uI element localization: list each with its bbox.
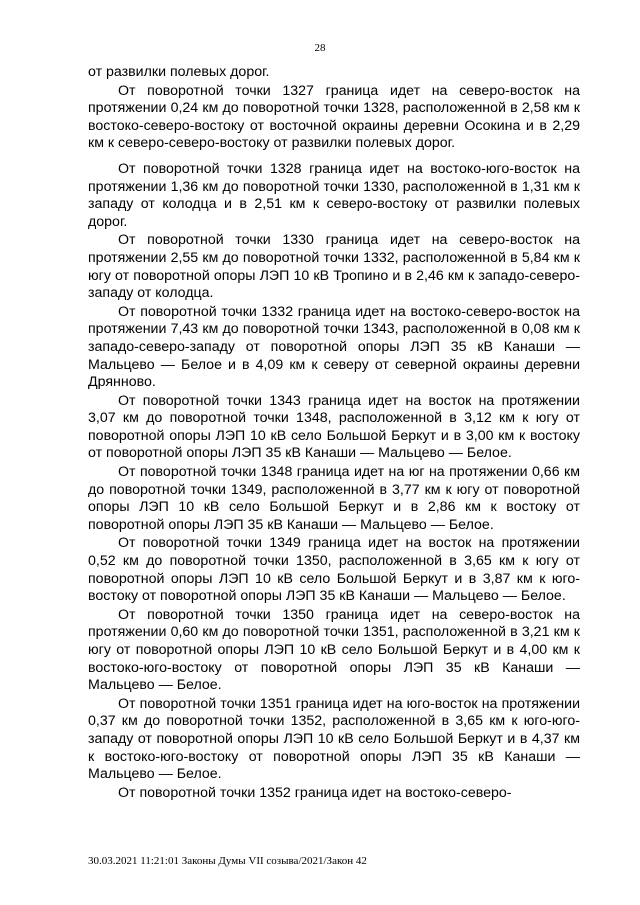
paragraph: От поворотной точки 1352 граница идет на востоко-северо- xyxy=(118,784,512,801)
paragraph: От поворотной точки 1328 граница идет на востоко-юго-восток на протяжении 1,36 км до поворотной точки 1330, расположенной в 1,31 км к западу от колодца и в 2,51 км к северо-востоку от развилки полевых дорог. xyxy=(88,160,580,230)
paragraph: От поворотной точки 1327 граница идет на северо-восток на протяжении 0,24 км до поворотной точки 1328, расположенной в 2,58 км к востоко-северо-востоку от восточной окраины деревни Осокина и в 2,29 км к северо-северо-востоку от развилки полевых дорог. xyxy=(88,82,580,152)
paragraph: От поворотной точки 1343 граница идет на восток на протяжении 3,07 км до поворотной точки 1348, расположенной в 3,12 км к югу от поворотной опоры ЛЭП 10 кВ село Большой Беркут и в 3,00 км к востоку от поворотной опоры ЛЭП 35 кВ Канаши — Мальцево — Белое. xyxy=(88,392,580,462)
page-number: 28 xyxy=(314,42,326,54)
paragraph: От поворотной точки 1350 граница идет на северо-восток на протяжении 0,60 км до поворотной точки 1351, расположенной в 3,21 км к югу от поворотной опоры ЛЭП 10 кВ село Большой Беркут и в 4,00 км к востоко-юго-востоку от поворотной опоры ЛЭП 35 кВ Канаши — Мальцево — Белое. xyxy=(88,606,580,694)
paragraph: От поворотной точки 1351 граница идет на юго-восток на протяжении 0,37 км до поворотной точки 1352, расположенной в 3,65 км к юго-юго-западу от поворотной опоры ЛЭП 10 кВ село Большой Беркут и в 4,37 км к востоко-юго-востоку от поворотной опоры ЛЭП 35 кВ Канаши — Мальцево — Белое. xyxy=(88,695,580,783)
paragraph: от развилки полевых дорог. xyxy=(88,64,270,80)
paragraph: От поворотной точки 1330 граница идет на северо-восток на протяжении 2,55 км до поворотной точки 1332, расположенной в 5,84 км к югу от поворотной опоры ЛЭП 10 кВ Тропино и в 2,46 км к западо-северо-западу от колодца. xyxy=(88,232,580,302)
paragraph: От поворотной точки 1349 граница идет на восток на протяжении 0,52 км до поворотной точки 1350, расположенной в 3,65 км к югу от поворотной опоры ЛЭП 10 кВ село Большой Беркут и в 3,87 км к юго-востоку от поворотной опоры ЛЭП 35 кВ Канаши — Мальцево — Белое. xyxy=(88,535,580,605)
paragraph: От поворотной точки 1332 граница идет на востоко-северо-восток на протяжении 7,43 км до поворотной точки 1343, расположенной в 0,08 км к западо-северо-западу от поворотной опоры ЛЭП 35 кВ Канаши — Мальцево — Белое и в 4,09 км к северу от северной окраины деревни Дрянново. xyxy=(88,303,580,391)
paragraph: От поворотной точки 1348 граница идет на юг на протяжении 0,66 км до поворотной точки 1349, расположенной в 3,77 км к югу от поворотной опоры ЛЭП 10 кВ село Большой Беркут и в 2,86 км к востоку от поворотной опоры ЛЭП 35 кВ Канаши — Мальцево — Белое. xyxy=(88,464,580,533)
document-body xyxy=(88,64,580,803)
document-footer: 30.03.2021 11:21:01 Законы Думы VII созыва/2021/Закон 42 xyxy=(88,855,367,867)
